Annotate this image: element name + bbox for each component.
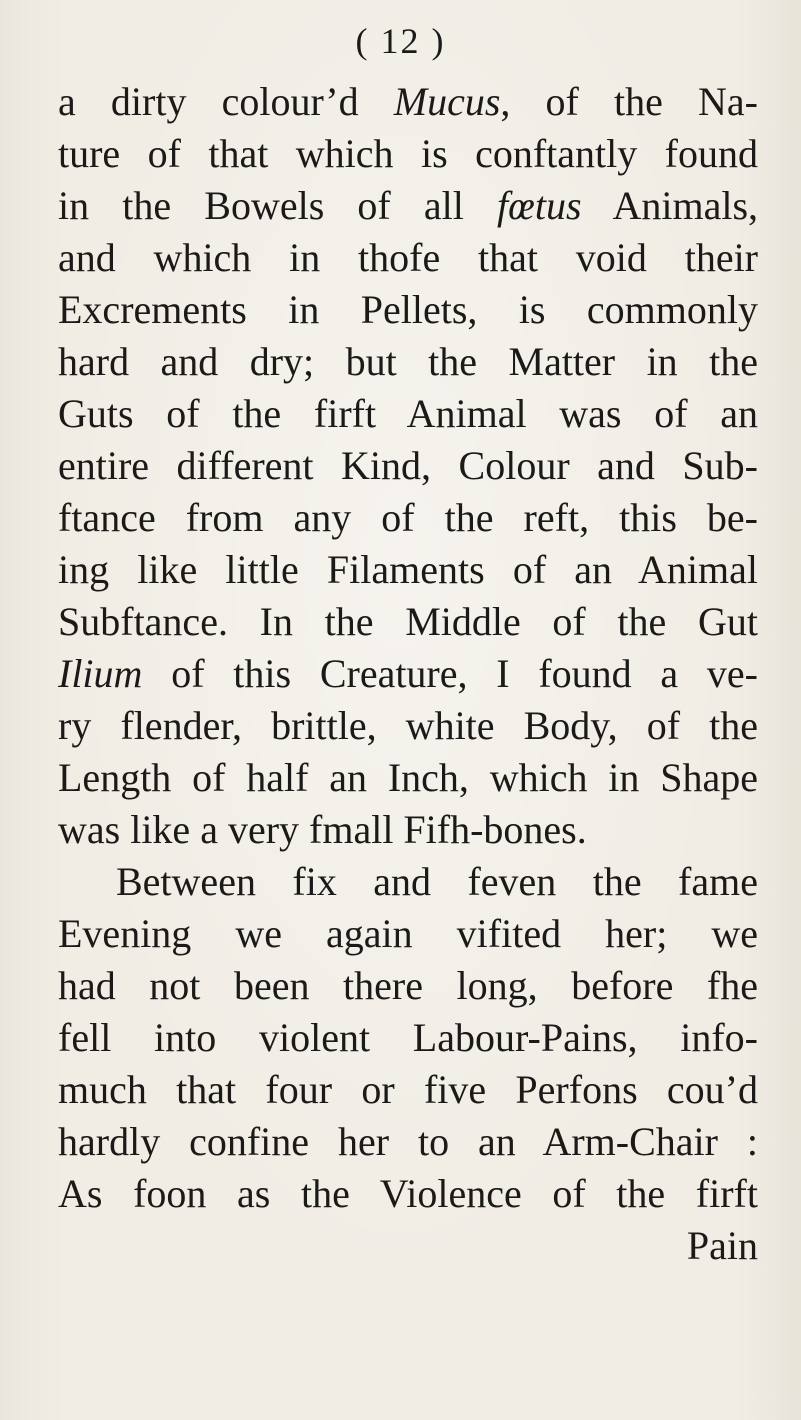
- text-run: and which in thofe that void their: [58, 235, 758, 280]
- text-line: [58, 1064, 758, 1116]
- text-line: [58, 544, 758, 596]
- text-run: Animals,: [581, 183, 759, 228]
- text-run: hardly confine her to an Arm-Chair :: [58, 1119, 758, 1164]
- text-run: was like a very fmall Fifh-bones.: [58, 807, 587, 852]
- text-line: [58, 596, 758, 648]
- text-run: hard and dry; but the Matter in the: [58, 339, 758, 384]
- text-run: Length of half an Inch, which in Shape: [58, 755, 758, 800]
- text-run: in the Bowels of all: [58, 183, 498, 228]
- text-run: ry flender, brittle, white Body, of the: [58, 703, 758, 748]
- text-line: [58, 232, 758, 284]
- italic-term: Mucus: [393, 79, 501, 124]
- text-line: [58, 960, 758, 1012]
- text-line: [58, 856, 758, 908]
- body-text: [58, 76, 758, 1272]
- text-run: Excrements in Pellets, is commonly: [58, 287, 758, 332]
- text-run: , of the Na-: [500, 79, 758, 124]
- text-run: Pain: [686, 1223, 758, 1268]
- text-line: [58, 388, 758, 440]
- text-run: As foon as the Violence of the firft: [58, 1171, 758, 1216]
- text-run: had not been there long, before fhe: [58, 963, 758, 1008]
- text-line: [58, 128, 758, 180]
- text-line: [58, 908, 758, 960]
- text-line: [58, 752, 758, 804]
- text-run: ftance from any of the reft, this be-: [58, 495, 758, 540]
- text-line: [58, 284, 758, 336]
- text-run: Between fix and feven the fame: [116, 859, 758, 904]
- text-run: fell into violent Labour-Pains, info-: [58, 1015, 758, 1060]
- text-run: Evening we again vifited her; we: [58, 911, 758, 956]
- text-run: a dirty colour’d: [58, 79, 394, 124]
- text-line: [58, 440, 758, 492]
- text-line: [58, 1012, 758, 1064]
- text-line: [58, 492, 758, 544]
- italic-term: Ilium: [58, 651, 143, 696]
- page-number: ( 12 ): [355, 21, 446, 61]
- text-line: [58, 804, 758, 856]
- text-run: Guts of the firft Animal was of an: [58, 391, 758, 436]
- text-line: [58, 1220, 758, 1272]
- text-line: [58, 76, 758, 128]
- text-run: entire different Kind, Colour and Sub-: [58, 443, 758, 488]
- text-line: [58, 1116, 758, 1168]
- text-line: [58, 1168, 758, 1220]
- text-run: of this Creature, I found a ve-: [142, 651, 758, 696]
- text-line: [58, 336, 758, 388]
- text-run: much that four or five Perfons cou’d: [58, 1067, 758, 1112]
- text-run: ing like little Filaments of an Animal: [58, 547, 758, 592]
- italic-term: fœtus: [497, 183, 582, 228]
- text-line: [58, 648, 758, 700]
- text-run: ture of that which is conftantly found: [58, 131, 758, 176]
- text-run: Subftance. In the Middle of the Gut: [58, 599, 758, 644]
- text-line: [58, 180, 758, 232]
- text-line: [58, 700, 758, 752]
